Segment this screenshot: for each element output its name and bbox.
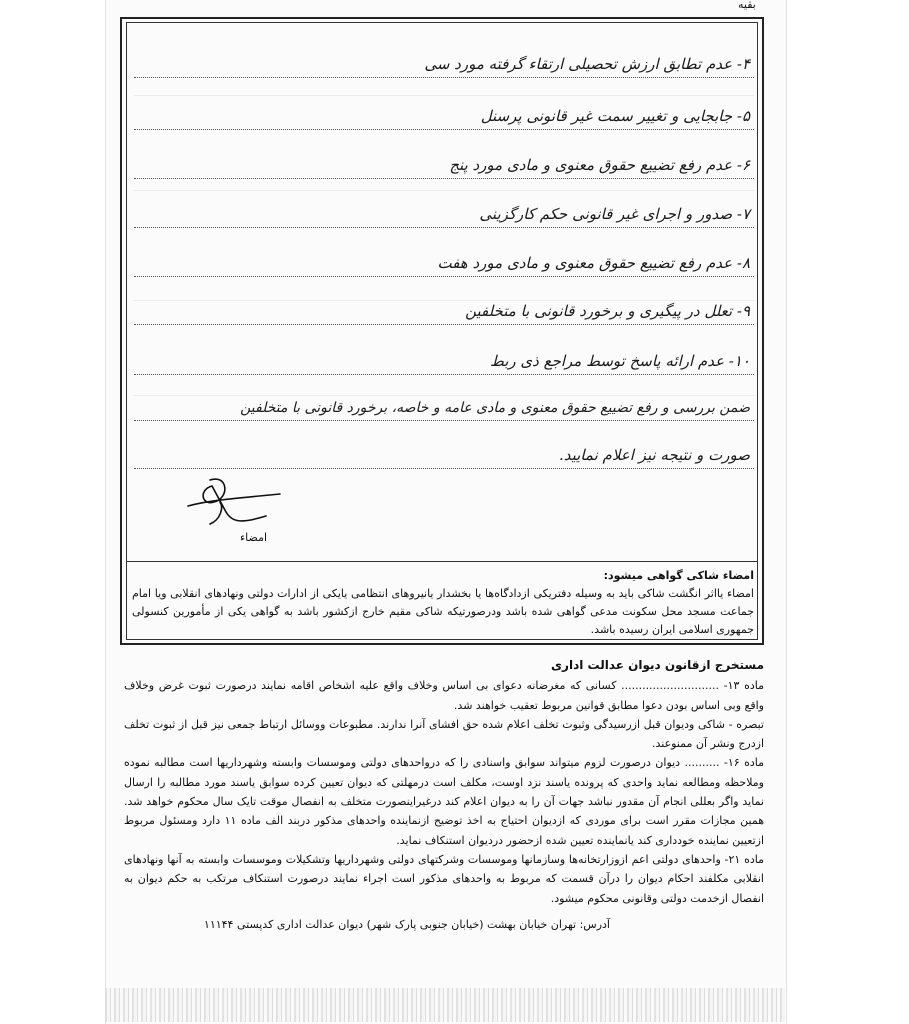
handwritten-item: ۱۰- عدم ارائه پاسخ توسط مراجع ذی ربط — [489, 352, 750, 370]
law-title: مستخرج ازقانون دیوان عدالت اداری — [551, 658, 764, 672]
handwritten-signature — [180, 472, 290, 532]
complaint-line — [134, 41, 754, 78]
complaint-line — [134, 93, 754, 130]
law-note: تبصره - شاکی ودیوان قبل ازرسیدگی وثبوت تخلف اعلام شده حق افشای آنرا ندارند. مطبوعات ووسائل ارتباط جمعی نیز قبل از ثبوت تخلف ازدرج ونشر آن ممنوعند. — [124, 717, 764, 751]
law-article-13: ماده ۱۳- ............................ کسانی که مغرضانه دعوای بی اساس وخلاف واقع علیه اشخاص اقامه نمایند درصورت ثبوت غرض وخلاف واقع وبی اساس بودن دعوا مطابق قوانین مربوط تعقیب خواهند شد. — [124, 679, 765, 712]
complaint-line — [134, 432, 754, 469]
complaint-line — [134, 191, 754, 228]
court-address: آدرس: تهران خیابان بهشت (خیابان جنوبی پارک شهر) دیوان عدالت اداری کدپستی ۱۱۱۴۴ — [203, 918, 610, 931]
complaint-line — [134, 338, 754, 375]
handwritten-item: ۶- عدم رفع تضییع حقوق معنوی و مادی مورد پنج — [449, 156, 750, 174]
complaint-line — [134, 288, 754, 325]
handwritten-item: ۹- تعلل در پیگیری و برخورد قانونی با متخلفین — [465, 302, 750, 320]
notice-title: امضاء شاکی گواهی میشود: — [603, 569, 754, 582]
handwritten-item: ۸- عدم رفع تضییع حقوق معنوی و مادی مورد هفت — [437, 254, 750, 272]
handwritten-item: ۴- عدم تطابق ارزش تحصیلی ارتقاء گرفته مورد سی — [424, 55, 750, 73]
signature-label: امضاء — [240, 531, 268, 544]
scan-noise-strip — [105, 988, 785, 1022]
page-corner-text: بقیه — [738, 0, 756, 11]
handwritten-item: صورت و نتیجه نیز اعلام نمایید. — [559, 446, 750, 464]
notice-body: امضاء یااثر انگشت شاکی باید به وسیله دفتریکی ازدادگاه‌ها یا بخشدار یانیروهای انتظامی یایکی از ادارات دولتی ونهادهای انقلابی ویا امام جماعت مسجد محل سکونت مدعی گواهی شده باشد ودرصورتیکه شاکی مقیم خارج ازکشور باشد به گواهی یکی از مأمورین کنسولی جمهوری اسلامی ایران رسیده باشد. — [132, 587, 754, 636]
complaint-line — [134, 240, 754, 277]
complaint-line — [134, 142, 754, 179]
signature-certification-notice — [132, 567, 754, 639]
law-article-16: ماده ۱۶- .......... دیوان درصورت لزوم میتواند سوابق واسنادی را که درواحدهای دولتی وموسسات وابسته وشهرداریها است مطالبه نموده وملاحظه ومطالعه نماید واحدی که پرونده یاسند نزد اوست، مکلف است درمهلتی که دیوان تعیین کرده سوابق یاسند مورد مطالبه را ارسال نماید واگر بعللی انجام آن مقدور نباشد جهات آن را به دیوان اعلام کند درغیراینصورت متخلف به انفصال موقت تایک سال محکوم خواهد شد. همین مجازات مقرر است برای موردی که ازدیوان احتیاج به اخذ توضیح ازنماینده واحدهای مذکور دربند الف ماده ۱۱ دارد ومسئول مربوط ازتعیین نماینده خودداری کند یانماینده تعیین شده ازحضور دردیوان استنکاف نماید. — [124, 756, 764, 847]
handwritten-item: ضمن بررسی و رفع تضییع حقوق معنوی و مادی عامه و خاصه، برخورد قانونی با متخلفین — [240, 400, 750, 416]
law-excerpt — [124, 656, 764, 908]
law-article-21: ماده ۲۱- واحدهای دولتی اعم ازوزارتخانه‌ها وسازمانها وموسسات وشرکتهای دولتی وشهرداریها وتشکیلات وموسسات وابسته به آنها ونهادهای انقلابی مکلفند احکام دیوان را درآن قسمت که مربوط به واحدهای مذکور است اجراء نمایند درصورت استنکاف مرتکب به حکم دیوان به انفصال ازخدمت دولتی وقانونی محکوم میشود. — [124, 852, 764, 905]
signature-divider — [126, 561, 758, 562]
handwritten-item: ۷- صدور و اجرای غیر قانونی حکم کارگزینی — [479, 205, 750, 223]
complaint-line — [134, 384, 754, 421]
handwritten-item: ۵- جابجایی و تغییر سمت غیر قانونی پرسنل — [480, 107, 750, 125]
